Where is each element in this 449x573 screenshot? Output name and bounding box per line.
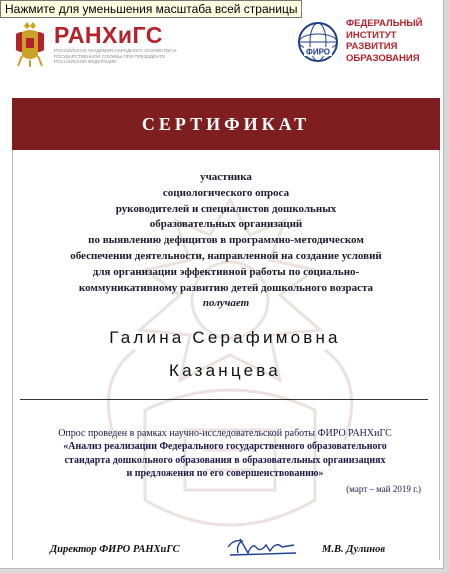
double-headed-eagle-icon [12,20,48,68]
body-line: для организации эффективной работы по социально- [92,265,360,278]
firo-line-3: РАЗВИТИЯ [346,41,398,52]
firo-line-4: ОБРАЗОВАНИЯ [346,52,420,64]
frame-left-line [12,150,13,560]
firo-name-block [346,18,423,64]
firo-globe-emblem-icon [296,20,340,64]
frame-right-line [439,150,440,560]
body-line: участника [200,171,252,183]
research-topic-line: и предложения по его совершенствованию» [126,468,324,480]
title-banner [12,98,440,150]
research-description [40,427,410,481]
zoom-out-tooltip[interactable]: Нажмите для уменьшения масштаба всей страницы [0,0,302,18]
body-line: по выявлению дефицитов в программно-методическом [88,234,364,247]
ranepa-logo [12,20,182,70]
body-line: образовательных организаций [149,218,303,231]
research-topic-line: стандарта дошкольного образования в образовательных организациях [64,454,386,466]
firo-line-2: ИНСТИТУТ [346,29,397,41]
body-line: коммуникативному развитию детей дошкольного возраста [78,281,374,294]
signature-row [0,533,444,563]
ranepa-subtitle: РОССИЙСКАЯ АКАДЕМИЯ НАРОДНОГО ХОЗЯЙСТВА И ГОСУДАРСТВЕННОЙ СЛУЖБЫ ПРИ ПРЕЗИДЕНТЕ РОССИЙСКОЙ ФЕДЕРАЦИИ [54,48,177,65]
body-line: социологического опроса [162,186,290,199]
certificate-body [30,170,422,312]
firo-emblem-label: ФИРО [305,47,331,57]
recipient-surname: Казанцева [169,361,281,380]
certificate-title: СЕРТИФИКАТ [141,113,311,134]
recipient-first-names: Галина Серафимовна [109,328,341,347]
survey-period: (март – май 2019 г.) [346,484,421,494]
handwritten-signature-icon [222,533,302,559]
receives-label: получает [202,297,250,310]
firo-logo [296,16,436,76]
director-title: Директор ФИРО РАНХиГС [50,544,180,555]
divider-rule [20,399,428,400]
ranepa-name: РАНХиГС [54,22,163,48]
firo-line-1: ФЕДЕРАЛЬНЫЙ [346,18,423,29]
ranepa-text-block [54,24,182,65]
research-topic-line: «Анализ реализации Федерального государственного образовательного [63,441,387,453]
body-line: обеспечении деятельности, направленной на создание условий [70,249,382,262]
research-intro: Опрос проведен в рамках научно-исследовательской работы ФИРО РАНХиГС [58,428,392,439]
director-name: М.В. Дулинов [322,544,386,555]
body-line: руководителей и специалистов дошкольных [115,202,337,215]
